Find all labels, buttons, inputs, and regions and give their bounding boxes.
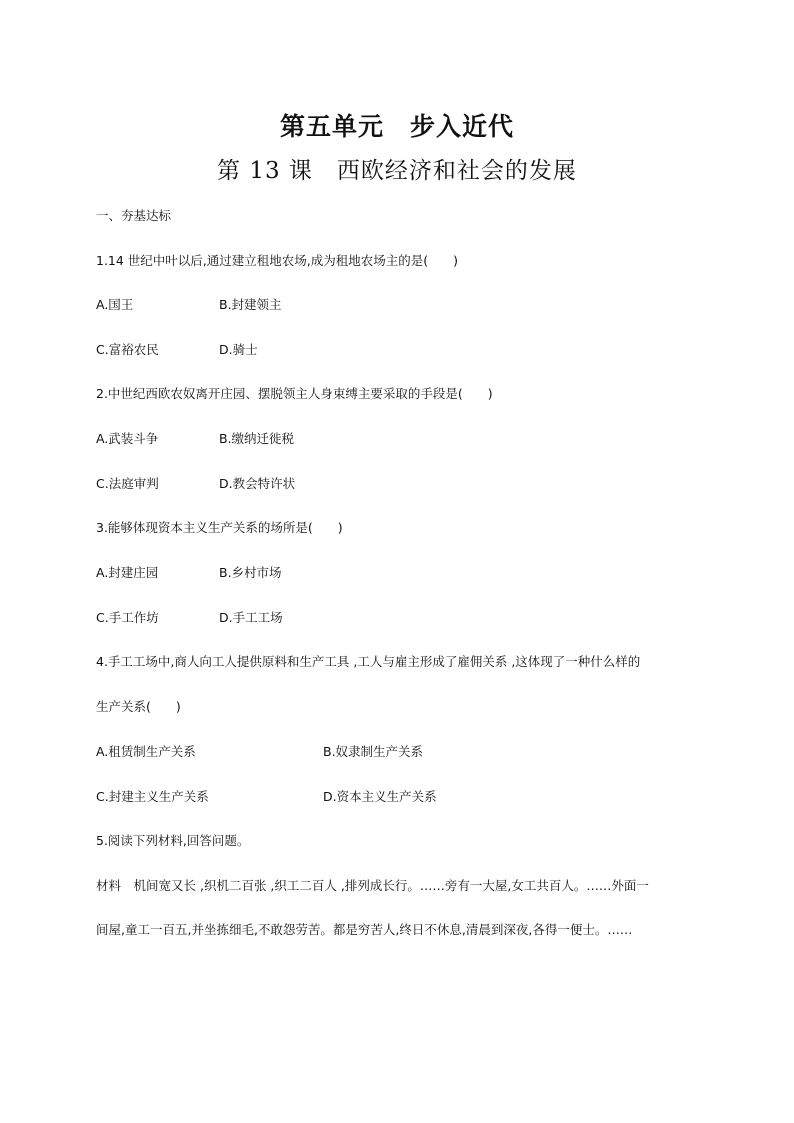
question-1-option-b: B.封建领主 (219, 297, 282, 312)
section-heading: 一、夯基达标 (96, 208, 172, 223)
question-1-option-c: C.富裕农民 (96, 342, 159, 357)
question-1-option-d: D.骑士 (219, 342, 258, 357)
unit-title: 第五单元 步入近代 (279, 112, 514, 141)
question-5-stem: 5.阅读下列材料,回答问题。 (96, 833, 250, 848)
lesson-title: 第 13 课 西欧经济和社会的发展 (217, 158, 577, 184)
question-2-stem: 2.中世纪西欧农奴离开庄园、摆脱领主人身束缚主要采取的手段是( ) (96, 386, 493, 401)
question-4-option-b: B.奴隶制生产关系 (323, 744, 424, 759)
question-4-option-d: D.资本主义生产关系 (323, 789, 437, 804)
question-5-material-line1: 材料 机间宽又长 ,织机二百张 ,织工二百人 ,排列成长行。……旁有一大屋,女工共百人。……外面一 (96, 878, 649, 893)
question-3-option-c: C.手工作坊 (96, 610, 159, 625)
question-3-option-d: D.手工工场 (219, 610, 283, 625)
question-5-material-line2: 间屋,童工一百五,并坐拣细毛,不敢怨劳苦。都是穷苦人,终日不休息,清晨到深夜,各得一便士。…… (96, 922, 633, 937)
question-1-stem: 1.14 世纪中叶以后,通过建立租地农场,成为租地农场主的是( ) (96, 253, 459, 268)
question-4-stem-line1: 4.手工工场中,商人向工人提供原料和生产工具 ,工人与雇主形成了雇佣关系 ,这体现了一种什么样的 (96, 654, 641, 669)
question-3-option-a: A.封建庄园 (96, 565, 159, 580)
question-3-stem: 3.能够体现资本主义生产关系的场所是( ) (96, 520, 343, 535)
question-4-option-c: C.封建主义生产关系 (96, 789, 209, 804)
question-2-option-c: C.法庭审判 (96, 476, 159, 491)
question-4-stem-line2: 生产关系( ) (96, 699, 181, 714)
question-2-option-a: A.武装斗争 (96, 431, 159, 446)
question-1-option-a: A.国王 (96, 297, 134, 312)
question-2-option-d: D.教会特许状 (219, 476, 296, 491)
question-3-option-b: B.乡村市场 (219, 565, 282, 580)
question-2-option-b: B.缴纳迁徙税 (219, 431, 295, 446)
question-4-option-a: A.租赁制生产关系 (96, 744, 196, 759)
